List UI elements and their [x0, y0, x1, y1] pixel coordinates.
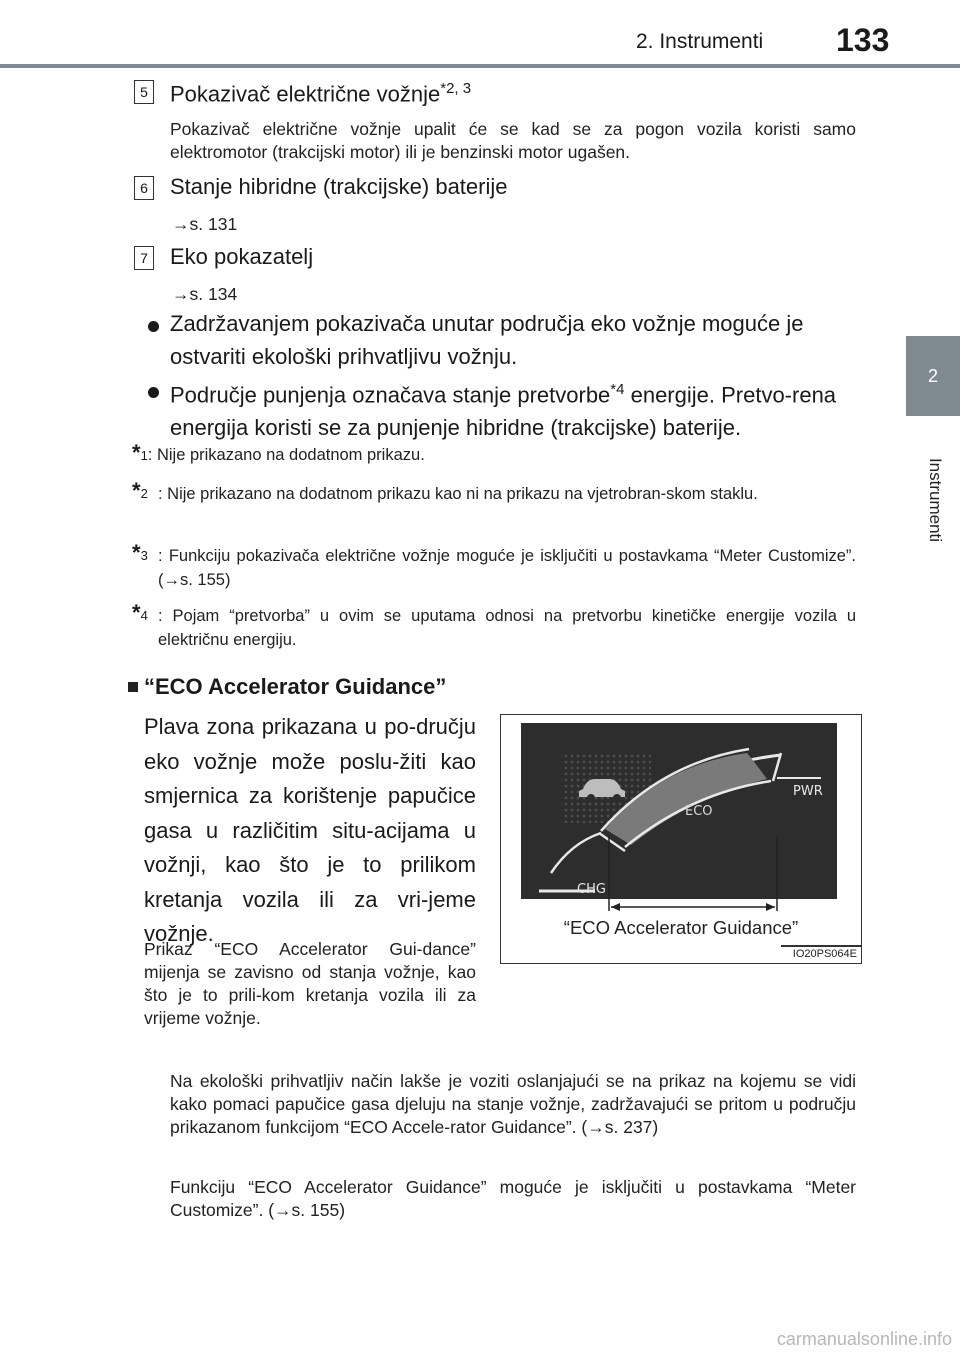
eco-lead-text: Plava zona prikazana u po-dručju eko vožnje može poslu-žiti kao smjernica za korištenje papučice gasa u različitim situ-acijama u vožnji, kao što je to prilikom kretanja vozila ili za vri-jeme vožnje.: [144, 714, 476, 946]
footnote-num: 2: [140, 486, 148, 501]
item-title-7: Eko pokazatelj: [170, 244, 314, 269]
footnote-text: : Nije prikazano na dodatnom prikazu kao ni na prikazu na vjetrobran-skom staklu.: [158, 485, 758, 503]
eco-guidance-figure: [500, 714, 862, 964]
guidance-bracket: [501, 835, 861, 915]
eco-note-text: Prikaz “ECO Accelerator Gui-dance” mijenja se zavisno od stanja vožnje, kao što je to prili-kom kretanja vozila ili za vrijeme vožnje.: [144, 939, 476, 1028]
chapter-label: [925, 430, 945, 570]
footnote-mark: *: [132, 540, 141, 565]
footnote-1: [132, 440, 856, 467]
bullet-2-pre: Područje punjenja označava stanje pretvorbe: [170, 382, 611, 408]
item-5-text: Pokazivač električne vožnje upalit će se kad se za pogon vozila koristi samo elektromotor (trakcijski motor) ili je benzinski motor ugašen.: [170, 119, 856, 162]
item-7-ref[interactable]: →s. 134: [172, 284, 238, 304]
footnote-text: : Pojam “pretvorba” u ovim se uputama odnosi na pretvorbu kinetičke energije vozila u električnu energiju.: [158, 607, 856, 649]
footnote-text: : Funkciju pokazivača električne vožnje moguće je isključiti u postavkama “Meter Customize”. (→s. 155): [158, 547, 856, 589]
figure-code-rule: [781, 945, 861, 947]
eco-paragraph-2: Funkciju “ECO Accelerator Guidance” moguće je isključiti u postavkama “Meter Customize”. (→s. 155): [170, 1177, 856, 1220]
footnote-num: 1: [140, 448, 148, 463]
bullet-2-sup: *4: [610, 381, 625, 398]
chapter-tab[interactable]: 2: [906, 336, 960, 416]
section-square-icon: [128, 682, 138, 692]
footnote-3-marker: [132, 540, 148, 566]
section-title: 2. Instrumenti: [636, 30, 764, 53]
footnote-num: 4: [140, 608, 148, 623]
eco-label: ECO: [685, 804, 713, 819]
chg-label: CHG: [577, 882, 606, 897]
eco-paragraph-1: Na ekološki prihvatljiv način lakše je voziti oslanjajući se na prikaz na kojemu se vidi kako pomaci papučice gasa djeluju na stanje vožnje, zadržavajući se pritom u području prikazanom funkcijom “ECO Accele-rator Guidance”. (→s. 237): [170, 1071, 856, 1137]
bullet-dot: [148, 387, 159, 398]
item-title-5-sup: *2, 3: [440, 80, 472, 97]
bullet-dot: [148, 321, 159, 332]
bullet-1-text: Zadržavanjem pokazivača unutar područja eko vožnje moguće je ostvariti ekološki prihvatljivu vožnju.: [170, 311, 804, 369]
footnote-2-marker: [132, 478, 148, 504]
bullet-2-post: energije. Pretvo-rena energija koristi se za punjenje hibridne (trakcijske) baterije.: [170, 382, 837, 441]
item-number-5: 5: [134, 80, 154, 104]
item-title-5: [170, 80, 471, 107]
page-number: 133: [836, 22, 890, 58]
item-title-5-text: Pokazivač električne vožnje: [170, 81, 441, 107]
pwr-label: PWR: [793, 784, 823, 799]
figure-caption: “ECO Accelerator Guidance”: [563, 917, 799, 938]
eco-section-title: “ECO Accelerator Guidance”: [144, 674, 447, 699]
item-6-ref[interactable]: →s. 131: [172, 214, 238, 234]
watermark: carmanualsonline.info: [776, 1329, 952, 1349]
item-number-6: 6: [134, 176, 154, 200]
footnote-mark: *: [132, 600, 141, 625]
footnote-num: 3: [140, 548, 148, 563]
footnote-mark: *: [132, 478, 141, 503]
chapter-label-text: Instrumenti: [926, 457, 945, 543]
item-number-7: 7: [134, 246, 154, 270]
footnote-4-marker: [132, 600, 148, 626]
figure-code: IO20PS064E: [792, 948, 857, 960]
bullet-2-text: [170, 373, 860, 444]
footnote-mark: *: [132, 440, 141, 465]
item-title-6: Stanje hibridne (trakcijske) baterije: [170, 174, 508, 199]
header-rule: [0, 64, 960, 68]
footnote-text: : Nije prikazano na dodatnom prikazu.: [147, 446, 425, 464]
